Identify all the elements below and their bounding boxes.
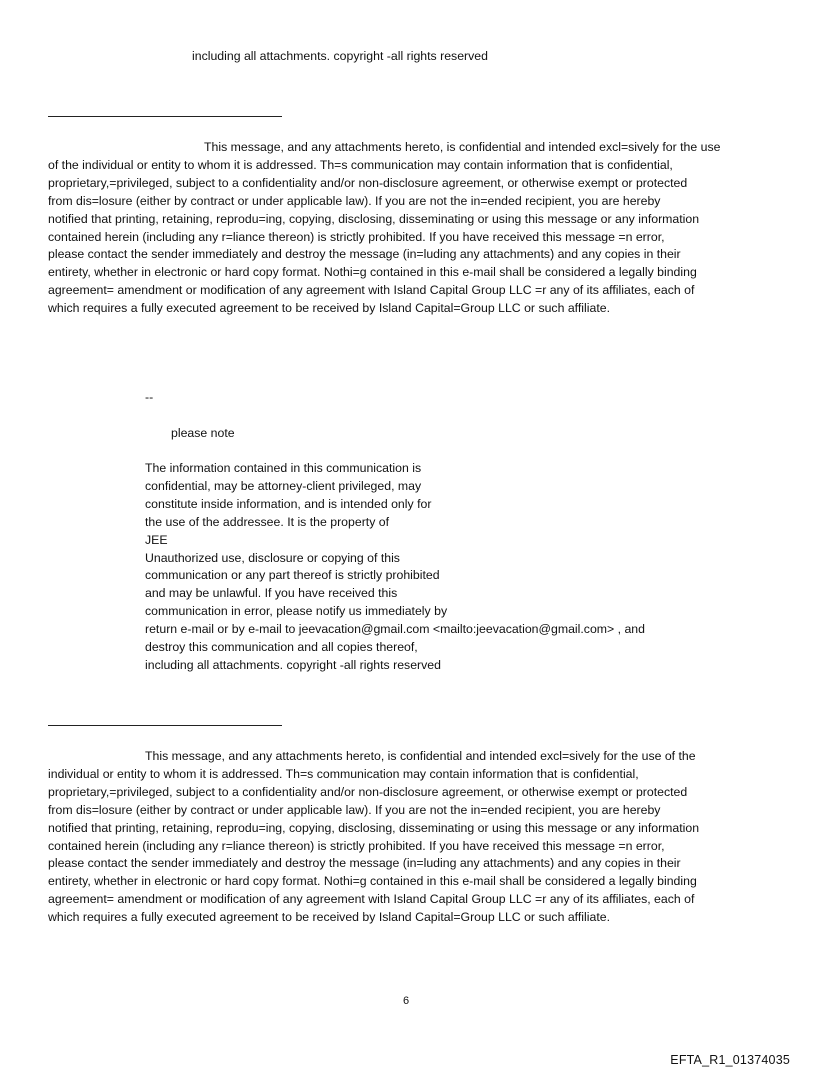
notice-line: JEE	[145, 532, 168, 547]
disclaimer-1-line: notified that printing, retaining, reprodu=ing, copying, disclosing, disseminating or using this message or any information	[48, 211, 700, 226]
disclaimer-1-line: please contact the sender immediately and destroy the message (in=luding any attachments) and any copies in their	[48, 247, 681, 262]
notice-line: communication in error, please notify us immediately by	[145, 604, 448, 619]
disclaimer-1-line: from dis=losure (either by contract or under applicable law). If you are not the in=ended recipient, you are hereby	[48, 193, 661, 208]
disclaimer-2-line: please contact the sender immediately and destroy the message (in=luding any attachments) and any copies in their	[48, 856, 681, 871]
confidentiality-disclaimer-1	[48, 139, 778, 318]
attachment-copyright-line: including all attachments. copyright -all rights reserved	[192, 49, 488, 63]
disclaimer-2-line: agreement= amendment or modification of any agreement with Island Capital Group LLC =r any of its affiliates, each of	[48, 892, 695, 907]
disclaimer-1-line: entirety, whether in electronic or hard copy format. Nothi=g contained in this e-mail shall be considered a legally binding	[48, 265, 697, 280]
signature-dash: --	[145, 390, 154, 404]
disclaimer-2-line: individual or entity to whom it is addressed. Th=s communication may contain information that is confidential,	[48, 766, 639, 781]
disclaimer-1-line: of the individual or entity to whom it is addressed. Th=s communication may contain information that is confidential,	[48, 157, 673, 172]
disclaimer-1-line: This message, and any attachments hereto, is confidential and intended excl=sively for the use	[204, 140, 721, 154]
notice-line: destroy this communication and all copies thereof,	[145, 640, 418, 655]
disclaimer-2-line: which requires a fully executed agreement to be received by Island Capital=Group LLC or such affiliate.	[48, 910, 610, 925]
confidentiality-disclaimer-2	[48, 748, 778, 927]
confidentiality-notice	[145, 460, 645, 675]
notice-line: Unauthorized use, disclosure or copying of this	[145, 550, 400, 565]
disclaimer-1-line: contained herein (including any r=liance thereon) is strictly prohibited. If you have received this message =n error,	[48, 229, 665, 244]
notice-line: including all attachments. copyright -all rights reserved	[145, 657, 441, 672]
separator-rule-1	[48, 116, 282, 117]
notice-line: constitute inside information, and is intended only for	[145, 496, 432, 511]
disclaimer-2-line: contained herein (including any r=liance thereon) is strictly prohibited. If you have received this message =n error,	[48, 838, 665, 853]
bates-number: EFTA_R1_01374035	[670, 1053, 790, 1067]
disclaimer-1-line: agreement= amendment or modification of any agreement with Island Capital Group LLC =r any of its affiliates, each of	[48, 283, 695, 298]
notice-line: The information contained in this communication is	[145, 461, 422, 475]
disclaimer-2-line: from dis=losure (either by contract or under applicable law). If you are not the in=ended recipient, you are hereby	[48, 802, 661, 817]
notice-line: communication or any part thereof is strictly prohibited	[145, 568, 440, 583]
separator-rule-2	[48, 725, 282, 726]
notice-line: and may be unlawful. If you have received this	[145, 586, 398, 601]
please-note-heading: please note	[171, 426, 235, 440]
notice-line: confidential, may be attorney-client privileged, may	[145, 478, 422, 493]
notice-line: the use of the addressee. It is the property of	[145, 514, 390, 529]
disclaimer-2-line: notified that printing, retaining, reprodu=ing, copying, disclosing, disseminating or using this message or any information	[48, 820, 700, 835]
disclaimer-2-line: entirety, whether in electronic or hard copy format. Nothi=g contained in this e-mail shall be considered a legally binding	[48, 874, 697, 889]
disclaimer-2-line: proprietary,=privileged, subject to a confidentiality and/or non-disclosure agreement, or otherwise exempt or protected	[48, 784, 688, 799]
disclaimer-2-line: This message, and any attachments hereto, is confidential and intended excl=sively for the use of the	[145, 749, 696, 763]
page-number: 6	[403, 995, 410, 1007]
notice-line: return e-mail or by e-mail to jeevacation@gmail.com <mailto:jeevacation@gmail.com> , and	[145, 622, 645, 637]
disclaimer-1-line: which requires a fully executed agreement to be received by Island Capital=Group LLC or such affiliate.	[48, 301, 610, 316]
disclaimer-1-line: proprietary,=privileged, subject to a confidentiality and/or non-disclosure agreement, or otherwise exempt or protected	[48, 175, 688, 190]
